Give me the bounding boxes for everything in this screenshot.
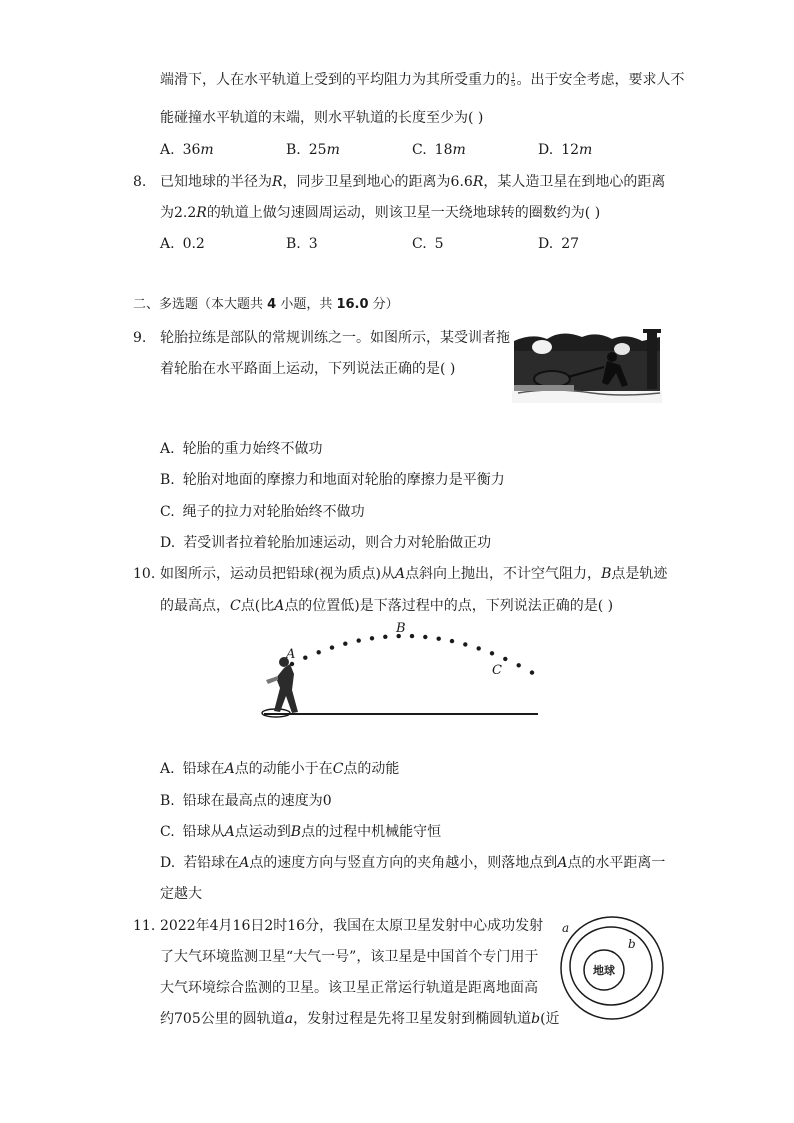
q7-text: 。出于安全考虑，要求人不 — [516, 72, 685, 88]
q10-text: 的最高点， — [160, 598, 230, 614]
option-text: 3 — [308, 236, 318, 252]
option-text: 轮胎的重力始终不做功 — [182, 441, 323, 457]
option-unit: m — [200, 142, 214, 158]
option-label: D. — [160, 535, 176, 551]
var-a: A — [394, 566, 406, 582]
q10-option-a[interactable] — [160, 759, 399, 779]
q10-option-b[interactable] — [160, 791, 332, 811]
point-c-label: C — [492, 663, 502, 678]
trajectory-dot — [370, 636, 374, 640]
option-value: 36 — [182, 142, 201, 158]
trajectory-dot — [530, 670, 534, 674]
q11-line-2: 了大气环境监测卫星“大气一号”，该卫星是中国首个专门用于 — [160, 949, 539, 965]
option-text: 27 — [561, 236, 580, 252]
q9-option-a[interactable] — [160, 439, 323, 459]
total-score: 16.0 — [336, 297, 369, 312]
var-r: R — [472, 174, 484, 190]
trajectory-dot — [450, 639, 454, 643]
trajectory-dot — [423, 635, 427, 639]
option-text: 点的水平距离一 — [567, 855, 666, 871]
q10-text: 点的位置低)是下落过程中的点，下列说法正确的是( ) — [284, 598, 614, 614]
var-r: R — [196, 205, 207, 221]
option-label: A. — [160, 761, 175, 777]
var-a: A — [224, 824, 235, 840]
trajectory-dot — [503, 657, 507, 661]
q10-option-d[interactable] — [160, 853, 665, 873]
option-text: 点的过程中机械能守恒 — [301, 824, 442, 840]
trajectory-dot — [477, 646, 481, 650]
option-text: 点的速度方向与竖直方向的夹角越小，则落地点到 — [249, 855, 558, 871]
option-label: B. — [160, 793, 175, 809]
point-b-label: B — [396, 621, 406, 636]
question-count: 4 — [267, 297, 277, 312]
q10-option-c[interactable] — [160, 822, 441, 842]
trajectory-dot — [343, 642, 347, 646]
q9-option-c[interactable] — [160, 502, 365, 522]
trajectory-dot — [463, 642, 467, 646]
q9-option-d[interactable] — [160, 533, 491, 553]
q8-text: ，同步卫星到地心的距离为6.6 — [282, 174, 473, 190]
option-text: 绳子的拉力对轮胎始终不做功 — [182, 504, 365, 520]
orbit-a-label: a — [562, 921, 570, 935]
q7-line-2: 能碰撞水平轨道的末端，则水平轨道的长度至少为( ) — [160, 110, 484, 126]
option-text: 轮胎对地面的摩擦力和地面对轮胎的摩擦力是平衡力 — [182, 472, 505, 488]
q8-text: ，某人造卫星在到地心的距离 — [483, 174, 666, 190]
q7-option-b[interactable] — [286, 140, 340, 160]
option-text: 5 — [434, 236, 444, 252]
section-heading-multiple-choice — [133, 295, 399, 315]
option-label: C. — [160, 504, 175, 520]
q7-line-1 — [160, 70, 684, 90]
option-text: 0.2 — [182, 236, 205, 252]
var-a: a — [284, 1011, 294, 1027]
option-unit: m — [579, 142, 593, 158]
trajectory-dot — [357, 638, 361, 642]
q9-option-b[interactable] — [160, 470, 505, 490]
option-text: 铅球从 — [182, 824, 225, 840]
var-a: A — [224, 761, 235, 777]
shot-put-trajectory-figure — [256, 618, 546, 722]
trajectory-dot — [330, 645, 334, 649]
option-label: A. — [160, 441, 175, 457]
q8-option-d[interactable] — [538, 234, 579, 254]
option-label: D. — [538, 236, 554, 252]
trajectory-dot — [290, 662, 294, 666]
q10-line-1 — [160, 564, 667, 584]
var-a: A — [274, 598, 285, 614]
q9-line-1: 轮胎拉练是部队的常规训练之一。如图所示，某受训者拖 — [160, 330, 510, 346]
option-label: B. — [286, 236, 301, 252]
option-label: B. — [160, 472, 175, 488]
trajectory-dot — [490, 651, 494, 655]
option-unit: m — [326, 142, 340, 158]
trajectory-dot — [410, 634, 414, 638]
option-text: 铅球在 — [182, 761, 225, 777]
option-text: 铅球在最高点的速度为0 — [182, 793, 332, 809]
q9-line-2: 着轮胎在水平路面上运动，下列说法正确的是( ) — [160, 361, 456, 377]
trajectory-dot — [303, 656, 307, 660]
var-c: C — [332, 761, 344, 777]
option-value: 25 — [308, 142, 327, 158]
option-text: 若受训者拉着轮胎加速运动，则合力对轮胎做正功 — [183, 535, 492, 551]
option-label: D. — [538, 142, 554, 158]
section-title-text: 小题，共 — [276, 297, 337, 312]
trajectory-dot — [317, 650, 321, 654]
q8-number: 8. — [133, 174, 147, 190]
option-text: 点的动能小于在 — [234, 761, 333, 777]
point-a-label: A — [286, 647, 296, 662]
option-label: C. — [412, 142, 427, 158]
q10-line-2 — [160, 596, 613, 616]
option-value: 12 — [561, 142, 580, 158]
var-a: A — [557, 855, 568, 871]
q11-text: (近 — [540, 1011, 560, 1027]
q9-number: 9. — [133, 330, 147, 346]
section-title-text: 二、多选题（本大题共 — [133, 297, 268, 312]
q8-text: 已知地球的半径为 — [160, 174, 272, 190]
q8-option-b[interactable] — [286, 234, 318, 254]
q7-option-c[interactable] — [412, 140, 466, 160]
q10-text: 点斜向上抛出，不计空气阻力， — [405, 566, 602, 582]
option-label: A. — [160, 236, 175, 252]
satellite-orbit-figure — [556, 912, 666, 1022]
var-a: A — [239, 855, 250, 871]
var-b: B — [290, 824, 302, 840]
option-text: 点的动能 — [343, 761, 400, 777]
frac-denominator: 5 — [511, 79, 516, 88]
section-title-text: 分） — [368, 297, 399, 312]
q8-option-c[interactable] — [412, 234, 444, 254]
trajectory-dot — [517, 663, 521, 667]
trajectory-dot — [383, 635, 387, 639]
var-c: C — [230, 598, 241, 614]
earth-label: 地球 — [593, 964, 615, 977]
fraction-one-fifth — [511, 73, 515, 88]
q11-text: ，发射过程是先将卫星发射到椭圆轨道 — [293, 1011, 532, 1027]
orbit-b-label: b — [628, 937, 636, 951]
q11-text: 约705公里的圆轨道 — [160, 1011, 285, 1027]
option-label: B. — [286, 142, 301, 158]
frac-numerator: 1 — [511, 71, 516, 80]
q11-line-1: 2022年4月16日2时16分，我国在太原卫星发射中心成功发射 — [160, 918, 544, 934]
option-unit: m — [452, 142, 466, 158]
q7-option-a[interactable] — [160, 140, 214, 160]
option-text: 若铅球在 — [183, 855, 240, 871]
var-b: b — [531, 1011, 541, 1027]
option-label: D. — [160, 855, 176, 871]
option-text: 点运动到 — [234, 824, 291, 840]
q8-text: 为2.2 — [160, 205, 197, 221]
q10-text: 点(比 — [240, 598, 275, 614]
trajectory-dot — [437, 637, 441, 641]
q11-line-3: 大气环境综合监测的卫星。该卫星正常运行轨道是距离地面高 — [160, 980, 538, 996]
q10-text: 点是轨迹 — [611, 566, 668, 582]
q11-number: 11. — [133, 918, 156, 934]
q10-option-d-continued: 定越大 — [160, 886, 202, 902]
q11-line-4 — [160, 1009, 560, 1029]
var-b: B — [601, 566, 612, 582]
q8-text: 的轨道上做匀速圆周运动，则该卫星一天绕地球转的圈数约为( ) — [206, 205, 601, 221]
q8-line-1 — [160, 172, 665, 192]
option-label: A. — [160, 142, 175, 158]
option-value: 18 — [434, 142, 453, 158]
tire-training-photo — [512, 327, 662, 403]
q10-number: 10. — [133, 566, 156, 582]
q8-option-a[interactable] — [160, 234, 205, 254]
q10-text: 如图所示，运动员把铅球(视为质点)从 — [160, 566, 395, 582]
var-r: R — [272, 174, 283, 190]
q7-option-d[interactable] — [538, 140, 592, 160]
option-label: C. — [412, 236, 427, 252]
q7-text: 端滑下，人在水平轨道上受到的平均阻力为其所受重力的 — [160, 72, 510, 88]
option-label: C. — [160, 824, 175, 840]
q8-line-2 — [160, 203, 600, 223]
